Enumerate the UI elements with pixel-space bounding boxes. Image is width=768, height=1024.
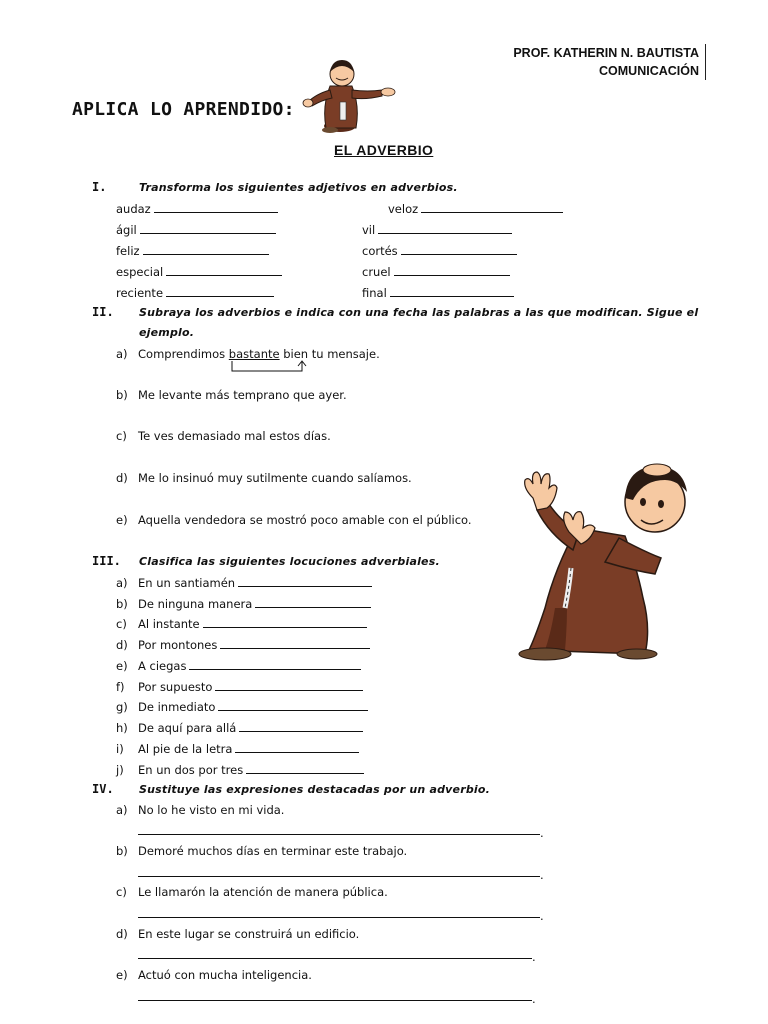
answer-line[interactable] (390, 285, 514, 297)
answer-line[interactable] (189, 658, 361, 670)
answer-line[interactable] (140, 222, 276, 234)
answer-line[interactable] (215, 679, 363, 691)
adjective-row: veloz (388, 201, 563, 216)
line-end-dot: . (540, 909, 544, 923)
answer-line[interactable] (166, 285, 274, 297)
answer-line[interactable] (138, 917, 540, 918)
answer-line[interactable] (235, 741, 359, 753)
list-item: b) Me levante más temprano que ayer. (116, 388, 347, 402)
list-item: j) En un dos por tres (116, 762, 364, 777)
answer-line[interactable] (239, 720, 363, 732)
answer-line[interactable] (220, 637, 370, 649)
teacher-name: PROF. KATHERIN N. BAUTISTA (513, 46, 699, 60)
section-3-number: III. (92, 554, 121, 568)
answer-line[interactable] (246, 762, 364, 774)
teacher-header (513, 44, 706, 80)
answer-line[interactable] (154, 201, 278, 213)
answer-line[interactable] (218, 699, 368, 711)
section-3-instruction: Clasifica las siguientes locuciones adverbiales. (139, 555, 440, 568)
adjective-row: cortés (362, 243, 517, 258)
section-1-instruction: Transforma los siguientes adjetivos en adverbios. (139, 181, 458, 194)
answer-line[interactable] (138, 958, 532, 959)
list-item: b) Demoré muchos días en terminar este trabajo. (116, 844, 408, 858)
list-item: b) De ninguna manera (116, 596, 371, 611)
adjective-row: cruel (362, 264, 510, 279)
modifier-arrow-icon (228, 360, 308, 374)
section-4-instruction: Sustituye las expresiones destacadas por un adverbio. (139, 783, 490, 796)
list-item: c) Le llamarón la atención de manera pública. (116, 885, 388, 899)
answer-line[interactable] (143, 243, 269, 255)
page-title: APLICA LO APRENDIDO: (72, 99, 295, 120)
adjective-row: especial (116, 264, 282, 279)
answer-line[interactable] (238, 575, 372, 587)
line-end-dot: . (532, 950, 536, 964)
course-name: COMUNICACIÓN (599, 64, 699, 78)
list-item: c) Te ves demasiado mal estos días. (116, 429, 331, 443)
list-item: e) Aquella vendedora se mostró poco amable con el público. (116, 513, 472, 527)
list-item: i) Al pie de la letra (116, 741, 359, 756)
adjective-row: feliz (116, 243, 269, 258)
adjective-row: reciente (116, 285, 274, 300)
list-item: a) En un santiamén (116, 575, 372, 590)
answer-line[interactable] (421, 201, 563, 213)
line-end-dot: . (532, 992, 536, 1006)
answer-line[interactable] (166, 264, 282, 276)
large-friar-illustration (515, 458, 700, 663)
list-item: d) En este lugar se construirá un edificio. (116, 927, 360, 941)
section-2-number: II. (92, 305, 114, 319)
section-2-instruction-cont: ejemplo. (139, 326, 195, 339)
answer-line[interactable] (138, 876, 540, 877)
list-item: c) Al instante (116, 616, 367, 631)
adjective-row: final (362, 285, 514, 300)
answer-line[interactable] (203, 616, 367, 628)
small-friar-illustration (302, 56, 400, 136)
line-end-dot: . (540, 868, 544, 882)
adjective-row: ágil (116, 222, 276, 237)
answer-line[interactable] (255, 596, 371, 608)
topic-title: EL ADVERBIO (334, 142, 434, 158)
list-item: d) Por montones (116, 637, 370, 652)
example-adverb: bastante (228, 347, 280, 361)
section-1-number: I. (92, 180, 107, 194)
answer-line[interactable] (378, 222, 512, 234)
answer-line[interactable] (138, 834, 540, 835)
answer-line[interactable] (138, 1000, 532, 1001)
list-item: g) De inmediato (116, 699, 368, 714)
answer-line[interactable] (401, 243, 517, 255)
list-item: e) Actuó con mucha inteligencia. (116, 968, 312, 982)
list-item: e) A ciegas (116, 658, 361, 673)
section-2-instruction: Subraya los adverbios e indica con una fecha las palabras a las que modifican. Sigue el (139, 306, 699, 319)
list-item: h) De aquí para allá (116, 720, 363, 735)
section-4-number: IV. (92, 782, 114, 796)
answer-line[interactable] (394, 264, 510, 276)
list-item: f) Por supuesto (116, 679, 363, 694)
list-item: d) Me lo insinuó muy sutilmente cuando salíamos. (116, 471, 412, 485)
line-end-dot: . (540, 826, 544, 840)
adjective-row: vil (362, 222, 512, 237)
example-sentence: a) Comprendimos bastante bien tu mensaje. (116, 347, 380, 361)
adjective-row: audaz (116, 201, 278, 216)
list-item: a) No lo he visto en mi vida. (116, 803, 285, 817)
